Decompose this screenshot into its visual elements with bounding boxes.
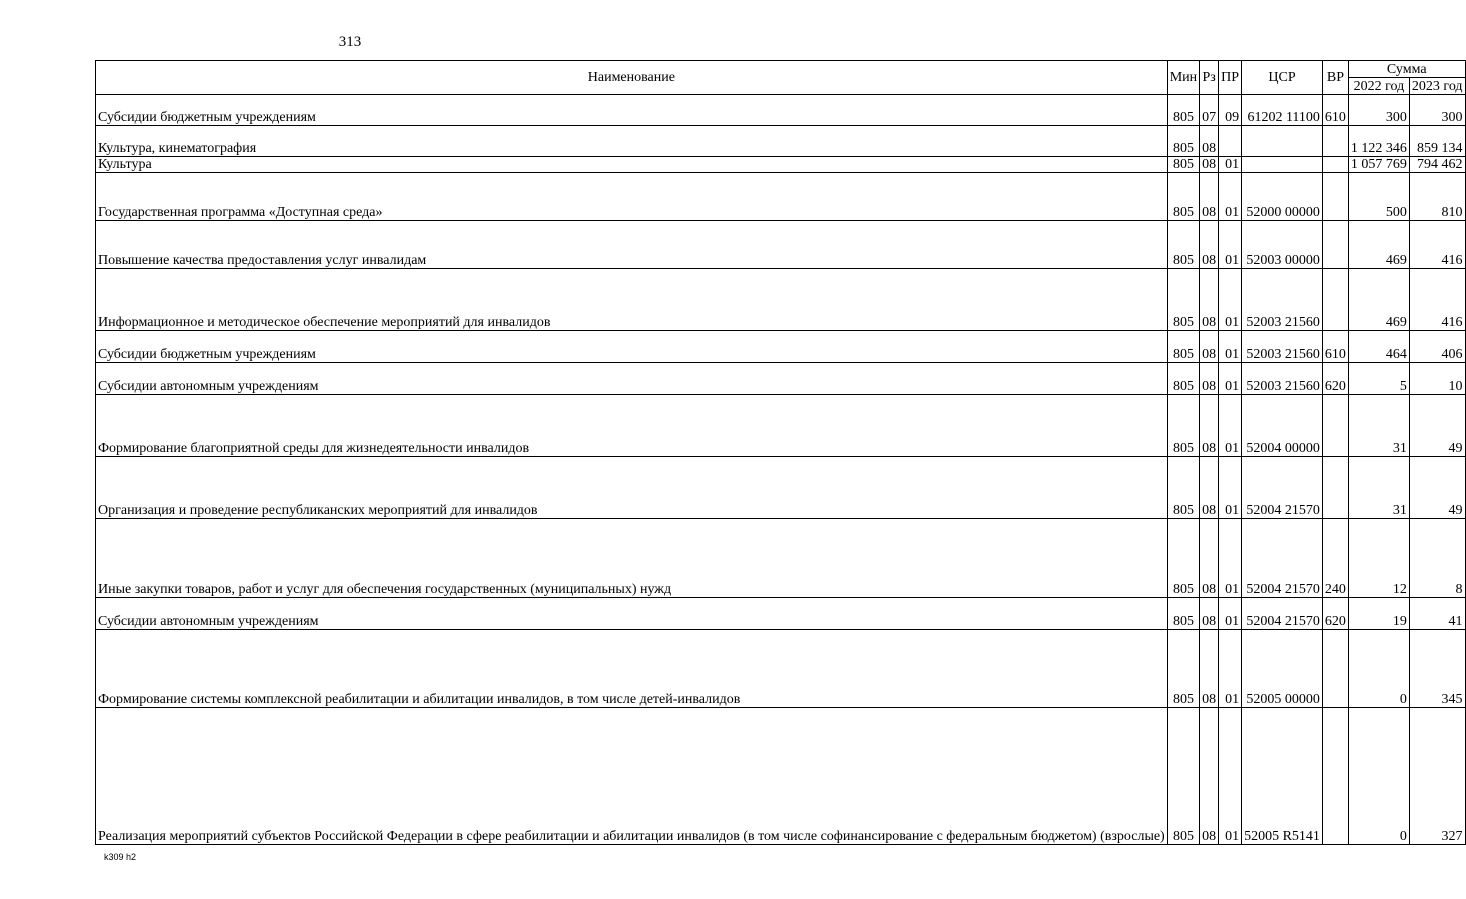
cell-csr: 52003 21560	[1242, 363, 1323, 395]
cell-pr: 01	[1219, 630, 1242, 708]
cell-rz: 08	[1200, 331, 1219, 363]
cell-vr: 240	[1322, 519, 1348, 598]
table-row	[96, 630, 1466, 708]
cell-pr: 01	[1219, 395, 1242, 457]
cell-name: Субсидии бюджетным учреждениям	[96, 331, 1168, 363]
cell-name: Субсидии автономным учреждениям	[96, 598, 1168, 630]
cell-name: Формирование системы комплексной реабилитации и абилитации инвалидов, в том числе детей-инвалидов	[96, 630, 1168, 708]
cell-min: 805	[1167, 269, 1199, 331]
cell-pr: 01	[1219, 708, 1242, 845]
cell-min: 805	[1167, 173, 1199, 221]
cell-y2023: 859 134	[1409, 126, 1465, 157]
cell-y2023: 810	[1409, 173, 1465, 221]
cell-y2022: 19	[1348, 598, 1409, 630]
cell-csr: 52004 21570	[1242, 457, 1323, 519]
cell-rz: 08	[1200, 630, 1219, 708]
cell-y2023: 49	[1409, 457, 1465, 519]
table-row	[96, 126, 1466, 157]
cell-vr	[1322, 269, 1348, 331]
header-rz: Рз	[1200, 61, 1219, 95]
cell-pr: 01	[1219, 363, 1242, 395]
cell-name: Субсидии автономным учреждениям	[96, 363, 1168, 395]
cell-vr	[1322, 157, 1348, 173]
cell-rz: 08	[1200, 157, 1219, 173]
cell-y2023: 41	[1409, 598, 1465, 630]
cell-vr: 620	[1322, 598, 1348, 630]
cell-min: 805	[1167, 126, 1199, 157]
table-row	[96, 519, 1466, 598]
cell-min: 805	[1167, 598, 1199, 630]
cell-vr	[1322, 221, 1348, 269]
cell-csr: 52003 21560	[1242, 269, 1323, 331]
cell-y2022: 0	[1348, 630, 1409, 708]
cell-rz: 08	[1200, 173, 1219, 221]
cell-y2022: 1 122 346	[1348, 126, 1409, 157]
cell-pr: 09	[1219, 95, 1242, 126]
cell-vr	[1322, 395, 1348, 457]
cell-name: Государственная программа «Доступная среда»	[96, 173, 1168, 221]
cell-csr: 61202 11100	[1242, 95, 1323, 126]
cell-name: Иные закупки товаров, работ и услуг для обеспечения государственных (муниципальных) нужд	[96, 519, 1168, 598]
table-row	[96, 221, 1466, 269]
table-row	[96, 157, 1466, 173]
cell-name: Культура, кинематография	[96, 126, 1168, 157]
cell-y2022: 31	[1348, 395, 1409, 457]
table-row	[96, 331, 1466, 363]
table-row	[96, 363, 1466, 395]
cell-name: Организация и проведение республиканских мероприятий для инвалидов	[96, 457, 1168, 519]
table-row	[96, 457, 1466, 519]
cell-name: Повышение качества предоставления услуг инвалидам	[96, 221, 1168, 269]
cell-min: 805	[1167, 519, 1199, 598]
cell-vr	[1322, 708, 1348, 845]
table-row	[96, 598, 1466, 630]
cell-csr: 52004 21570	[1242, 598, 1323, 630]
cell-rz: 08	[1200, 457, 1219, 519]
header-name: Наименование	[96, 61, 1168, 95]
cell-y2022: 31	[1348, 457, 1409, 519]
cell-min: 805	[1167, 331, 1199, 363]
header-2022: 2022 год	[1348, 78, 1409, 95]
cell-csr: 52004 21570	[1242, 519, 1323, 598]
cell-min: 805	[1167, 221, 1199, 269]
header-vr: ВР	[1322, 61, 1348, 95]
cell-rz: 08	[1200, 519, 1219, 598]
cell-y2023: 416	[1409, 221, 1465, 269]
cell-csr	[1242, 126, 1323, 157]
cell-pr: 01	[1219, 269, 1242, 331]
cell-pr: 01	[1219, 157, 1242, 173]
cell-name: Реализация мероприятий субъектов Российской Федерации в сфере реабилитации и абилитации инвалидов (в том числе софинансирование с федеральным бюджетом) (взрослые)	[96, 708, 1168, 845]
header-sum: Сумма	[1348, 61, 1465, 78]
cell-min: 805	[1167, 395, 1199, 457]
budget-table	[95, 60, 1466, 845]
table-body	[96, 95, 1466, 845]
cell-y2022: 12	[1348, 519, 1409, 598]
cell-y2023: 327	[1409, 708, 1465, 845]
cell-pr: 01	[1219, 519, 1242, 598]
cell-y2022: 500	[1348, 173, 1409, 221]
cell-rz: 08	[1200, 395, 1219, 457]
header-csr: ЦСР	[1242, 61, 1323, 95]
cell-y2023: 794 462	[1409, 157, 1465, 173]
cell-name: Культура	[96, 157, 1168, 173]
cell-csr: 52003 00000	[1242, 221, 1323, 269]
cell-name: Формирование благоприятной среды для жизнедеятельности инвалидов	[96, 395, 1168, 457]
footer-code: k309 h2	[104, 852, 137, 862]
cell-y2022: 5	[1348, 363, 1409, 395]
cell-pr: 01	[1219, 598, 1242, 630]
cell-min: 805	[1167, 708, 1199, 845]
cell-y2022: 300	[1348, 95, 1409, 126]
cell-y2023: 10	[1409, 363, 1465, 395]
cell-y2023: 406	[1409, 331, 1465, 363]
cell-y2023: 345	[1409, 630, 1465, 708]
cell-pr: 01	[1219, 221, 1242, 269]
cell-y2023: 49	[1409, 395, 1465, 457]
table-row	[96, 173, 1466, 221]
header-min: Мин	[1167, 61, 1199, 95]
table-row	[96, 395, 1466, 457]
cell-vr: 610	[1322, 95, 1348, 126]
cell-rz: 08	[1200, 269, 1219, 331]
table-row	[96, 95, 1466, 126]
cell-min: 805	[1167, 95, 1199, 126]
cell-min: 805	[1167, 363, 1199, 395]
cell-y2023: 300	[1409, 95, 1465, 126]
cell-csr: 52004 00000	[1242, 395, 1323, 457]
cell-rz: 08	[1200, 363, 1219, 395]
cell-pr: 01	[1219, 457, 1242, 519]
cell-y2022: 0	[1348, 708, 1409, 845]
cell-vr	[1322, 457, 1348, 519]
cell-min: 805	[1167, 630, 1199, 708]
cell-csr	[1242, 157, 1323, 173]
cell-y2023: 416	[1409, 269, 1465, 331]
cell-vr: 620	[1322, 363, 1348, 395]
cell-y2022: 469	[1348, 221, 1409, 269]
cell-pr: 01	[1219, 331, 1242, 363]
table-row	[96, 708, 1466, 845]
cell-pr	[1219, 126, 1242, 157]
cell-rz: 08	[1200, 221, 1219, 269]
cell-name: Субсидии бюджетным учреждениям	[96, 95, 1168, 126]
cell-min: 805	[1167, 157, 1199, 173]
cell-vr	[1322, 126, 1348, 157]
cell-y2022: 464	[1348, 331, 1409, 363]
cell-y2023: 8	[1409, 519, 1465, 598]
cell-csr: 52005 00000	[1242, 630, 1323, 708]
cell-pr: 01	[1219, 173, 1242, 221]
cell-csr: 52003 21560	[1242, 331, 1323, 363]
cell-y2022: 1 057 769	[1348, 157, 1409, 173]
cell-min: 805	[1167, 457, 1199, 519]
cell-rz: 08	[1200, 126, 1219, 157]
header-pr: ПР	[1219, 61, 1242, 95]
cell-csr: 52000 00000	[1242, 173, 1323, 221]
cell-vr	[1322, 630, 1348, 708]
cell-vr: 610	[1322, 331, 1348, 363]
header-2023: 2023 год	[1409, 78, 1465, 95]
table-row	[96, 269, 1466, 331]
page-number: 313	[338, 34, 362, 50]
cell-name: Информационное и методическое обеспечение мероприятий для инвалидов	[96, 269, 1168, 331]
cell-rz: 07	[1200, 95, 1219, 126]
cell-rz: 08	[1200, 598, 1219, 630]
cell-y2022: 469	[1348, 269, 1409, 331]
cell-vr	[1322, 173, 1348, 221]
cell-csr: 52005 R5141	[1242, 708, 1323, 845]
cell-rz: 08	[1200, 708, 1219, 845]
